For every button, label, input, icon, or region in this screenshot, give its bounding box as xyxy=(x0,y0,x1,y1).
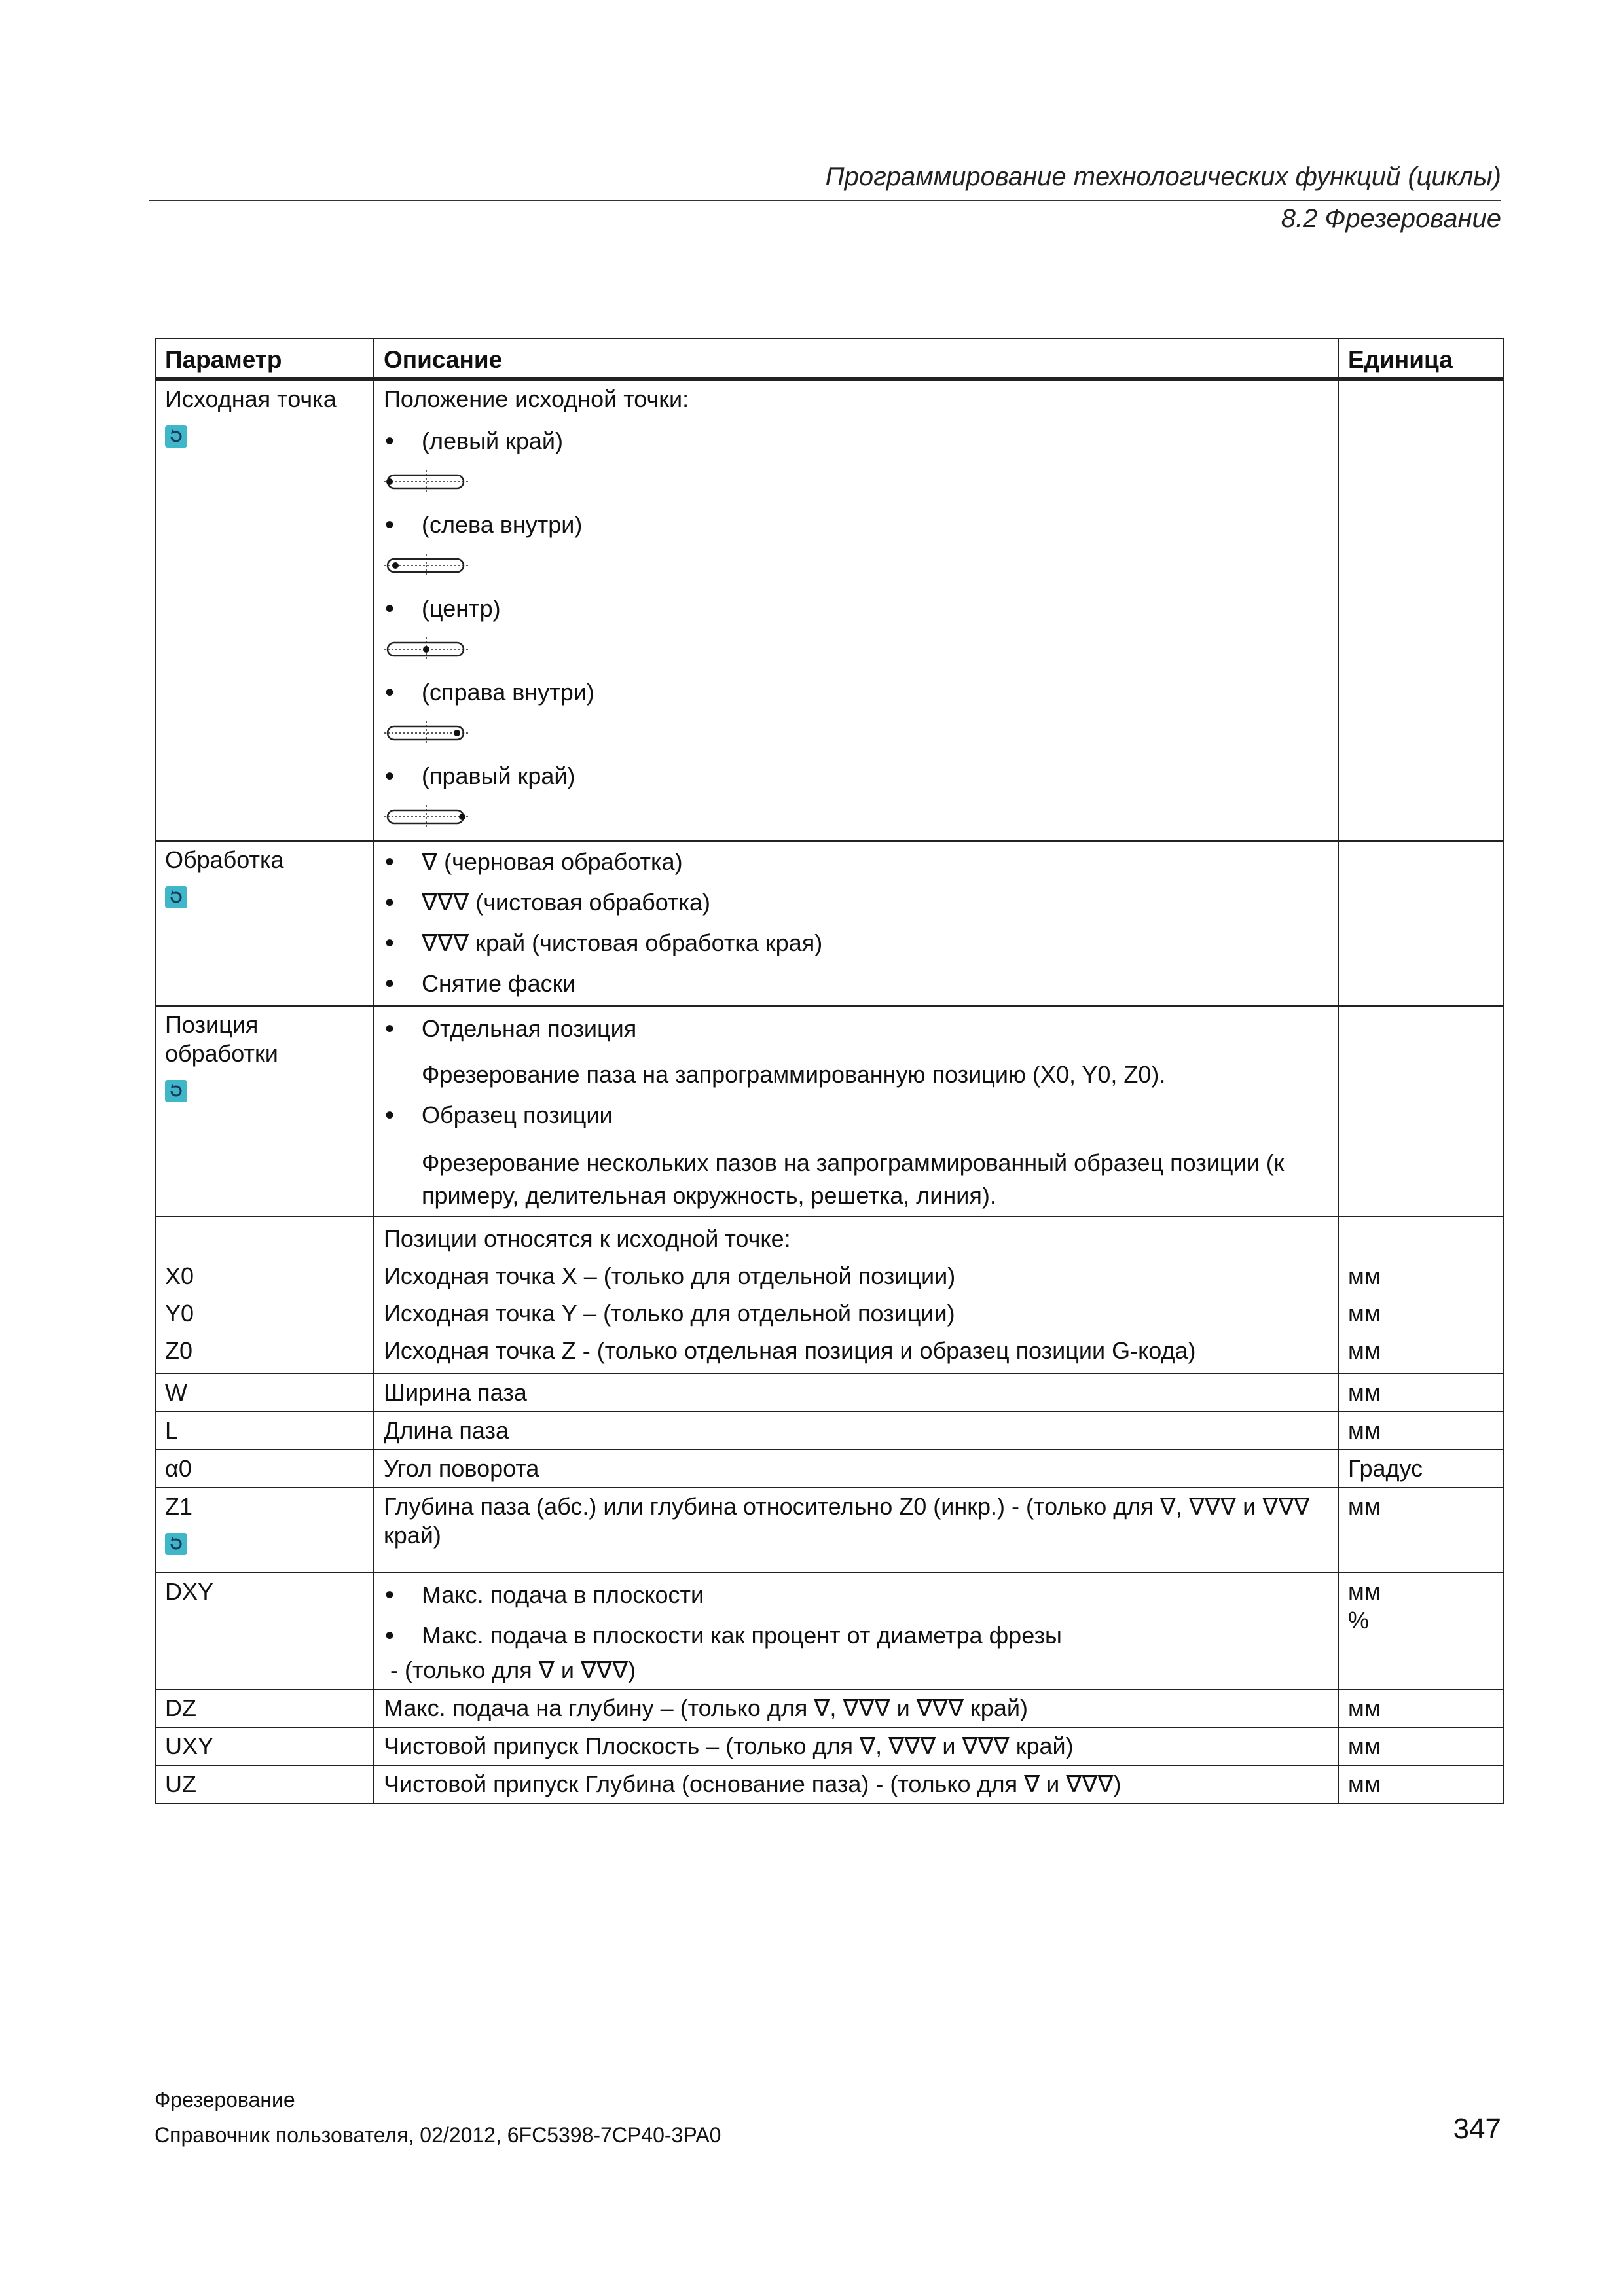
param-name: α0 xyxy=(155,1450,374,1488)
list-item: • (правый край) xyxy=(384,762,1328,791)
table-row xyxy=(155,1217,1503,1374)
unit-text: мм xyxy=(1348,1300,1381,1327)
header-unit: Единица xyxy=(1338,338,1503,379)
table-header-row xyxy=(155,338,1503,379)
list-item: • (справа внутри) xyxy=(384,678,1328,707)
list-item: • ∇∇∇ (чистовая обработка) xyxy=(384,882,1328,923)
description-text: Чистовой припуск Плоскость – (только для ∇, ∇∇∇ и ∇∇∇ край) xyxy=(374,1727,1338,1765)
cycle-toggle-icon xyxy=(165,1533,187,1555)
list-item: • (левый край) xyxy=(384,427,1328,456)
footer-manual: Справочник пользователя, 02/2012, 6FC5398-7CP40-3PA0 xyxy=(155,2123,721,2147)
description-text: Исходная точка Z - (только отдельная позиция и образец позиции G-кода) xyxy=(384,1337,1196,1364)
header-param: Параметр xyxy=(155,338,374,379)
param-name: Z1 xyxy=(165,1493,193,1520)
description-text: Угол поворота xyxy=(374,1450,1338,1488)
param-name: UZ xyxy=(155,1765,374,1803)
unit-text: мм xyxy=(1348,1578,1381,1605)
param-name: DZ xyxy=(155,1689,374,1727)
param-name: W xyxy=(155,1374,374,1412)
description-text: Исходная точка Y – (только для отдельной позиции) xyxy=(384,1300,955,1327)
unit-text: мм xyxy=(1348,1337,1381,1364)
list-item: • Макс. подача в плоскости как процент от диаметра фрезы xyxy=(384,1615,1328,1656)
table-row xyxy=(155,1412,1503,1450)
header-title: Программирование технологических функций (циклы) xyxy=(825,162,1501,191)
table-row xyxy=(155,1450,1503,1488)
param-name: X0 xyxy=(165,1263,194,1289)
list-item: • Макс. подача в плоскости xyxy=(384,1575,1328,1615)
table-row xyxy=(155,1727,1503,1765)
table-row xyxy=(155,1006,1503,1217)
param-name: Y0 xyxy=(165,1300,194,1327)
cycle-toggle-icon xyxy=(165,425,187,448)
table-row xyxy=(155,841,1503,1006)
list-item: • (слева внутри) xyxy=(384,511,1328,539)
unit-text: мм xyxy=(1338,1374,1503,1412)
footer-chapter: Фрезерование xyxy=(155,2088,295,2111)
slot-left-edge-icon xyxy=(384,469,469,495)
slot-right-inside-icon xyxy=(384,720,469,746)
param-name: Исходная точка xyxy=(165,386,337,412)
param-name: Z0 xyxy=(165,1337,193,1364)
list-item: • Отдельная позиция xyxy=(384,1014,1328,1043)
param-name: L xyxy=(155,1412,374,1450)
table-row xyxy=(155,379,1503,841)
parameter-table xyxy=(155,338,1504,1804)
description-text: Фрезерование паза на запрограммированную позицию (X0, Y0, Z0). xyxy=(422,1061,1166,1088)
description-text: Чистовой припуск Глубина (основание паза) - (только для ∇ и ∇∇∇) xyxy=(374,1765,1338,1803)
unit-text: мм xyxy=(1338,1412,1503,1450)
description-text: Фрезерование нескольких пазов на запрограммированный образец позиции (к примеру, делительная окружность, решетка, линия). xyxy=(422,1149,1285,1209)
slot-right-edge-icon xyxy=(384,804,469,830)
list-item: • Образец позиции xyxy=(384,1101,1328,1130)
header-section: 8.2 Фрезерование xyxy=(1281,204,1501,233)
unit-text: мм xyxy=(1338,1765,1503,1803)
header-rule xyxy=(149,200,1501,201)
header-description: Описание xyxy=(374,338,1338,379)
slot-left-inside-icon xyxy=(384,552,469,579)
slot-center-icon xyxy=(384,636,469,662)
param-name: Обработка xyxy=(165,846,284,873)
unit-text: мм xyxy=(1338,1727,1503,1765)
unit-text: Градус xyxy=(1338,1450,1503,1488)
unit-text: мм xyxy=(1348,1263,1381,1289)
table-row xyxy=(155,1689,1503,1727)
unit-text: мм xyxy=(1338,1488,1503,1573)
description-text: Глубина паза (абс.) или глубина относительно Z0 (инкр.) - (только для ∇, ∇∇∇ и ∇∇∇ край) xyxy=(374,1488,1338,1573)
description-text: Позиции относятся к исходной точке: xyxy=(384,1225,791,1252)
table-row xyxy=(155,1765,1503,1803)
param-name: DXY xyxy=(155,1573,374,1689)
param-name: Позиция обработки xyxy=(165,1011,278,1067)
page-number: 347 xyxy=(1453,2113,1501,2145)
table-row xyxy=(155,1374,1503,1412)
unit-text: мм xyxy=(1338,1689,1503,1727)
description-text: Макс. подача на глубину – (только для ∇, ∇∇∇ и ∇∇∇ край) xyxy=(374,1689,1338,1727)
cycle-toggle-icon xyxy=(165,1080,187,1102)
param-name: UXY xyxy=(155,1727,374,1765)
unit-text: % xyxy=(1348,1607,1370,1634)
list-item: • ∇ (черновая обработка) xyxy=(384,842,1328,882)
list-item: • (центр) xyxy=(384,594,1328,623)
description-text: - (только для ∇ и ∇∇∇) xyxy=(384,1657,636,1683)
table-row xyxy=(155,1488,1503,1573)
cycle-toggle-icon xyxy=(165,886,187,908)
table-row xyxy=(155,1573,1503,1689)
list-item: • Снятие фаски xyxy=(384,963,1328,1004)
description-text: Длина паза xyxy=(374,1412,1338,1450)
list-item: • ∇∇∇ край (чистовая обработка края) xyxy=(384,923,1328,963)
description-text: Положение исходной точки: xyxy=(384,386,689,412)
description-text: Ширина паза xyxy=(374,1374,1338,1412)
description-text: Исходная точка X – (только для отдельной позиции) xyxy=(384,1263,956,1289)
